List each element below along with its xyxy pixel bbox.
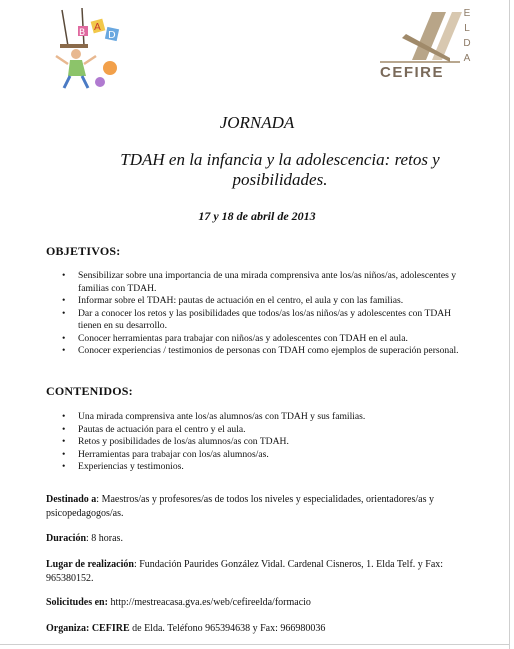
target-audience-label: Destinado a (46, 494, 97, 505)
elda-letter: A (463, 53, 471, 64)
bullet-icon: • (62, 448, 66, 460)
objective-text: Sensibilizar sobre una importancia de una mirada comprensiva ante los/as niños/as, adolescentes y familias con TDAH. (78, 270, 457, 294)
svg-text:B: B (79, 28, 86, 38)
page-edge-bottom (0, 644, 510, 645)
objective-text: Dar a conocer los retos y las posibilidades que todos/as los/as niños/as y adolescentes con TDAH tienen en su desarrollo. (78, 307, 452, 331)
bullet-icon: • (62, 307, 66, 319)
list-item (62, 345, 472, 358)
bullet-icon: • (62, 270, 66, 281)
objectives-heading: OBJETIVOS: (46, 244, 121, 258)
list-item (62, 461, 472, 474)
duration-value: : 8 horas. (86, 533, 123, 544)
organizer-name: CEFIRE (91, 623, 130, 634)
content-text: Pautas de actuación para el centro y el aula. (78, 423, 246, 435)
applications-label: Solicitudes en: (46, 597, 108, 608)
applications-url[interactable]: http://mestreacasa.gva.es/web/cefireelda/formacio (107, 597, 311, 608)
content-text: Retos y posibilidades de los/as alumnos/as con TDAH. (78, 436, 289, 447)
list-item (62, 449, 472, 462)
bullet-icon: • (62, 411, 66, 422)
elda-letter: E (463, 8, 471, 19)
event-title: TDAH en la infancia y la adolescencia: retos y posibilidades. (120, 150, 440, 189)
list-item (62, 295, 472, 308)
content-text: Experiencias y testimonios. (78, 461, 184, 472)
svg-text:A: A (94, 22, 101, 33)
duration-info (46, 532, 486, 546)
bullet-icon: • (62, 461, 66, 472)
bullet-icon: • (62, 436, 66, 447)
bullet-icon: • (62, 345, 66, 356)
contents-heading: CONTENIDOS: (46, 384, 133, 398)
objective-text: Conocer herramientas para trabajar con niños/as y adolescentes con TDAH en el aula. (78, 332, 408, 344)
venue-info (46, 558, 486, 585)
event-dates: 17 y 18 de abril de 2013 (198, 209, 316, 223)
elda-letter: L (464, 23, 470, 34)
elda-logo-text (462, 6, 472, 66)
contents-list (62, 411, 472, 474)
children-playing-logo-icon (48, 6, 130, 92)
list-item (62, 270, 472, 295)
list-item (62, 333, 472, 346)
event-kind-heading: JORNADA (219, 113, 295, 132)
target-audience-info (46, 493, 486, 520)
list-item (62, 308, 472, 333)
list-item (62, 436, 472, 449)
organizer-label: Organiza: (46, 623, 90, 634)
content-text: Herramientas para trabajar con los/as alumnos/as. (78, 448, 269, 460)
organizer-info (46, 622, 486, 636)
content-text: Una mirada comprensiva ante los/as alumnos/as con TDAH y sus familias. (78, 411, 366, 422)
elda-letter: D (463, 38, 471, 49)
bullet-icon: • (62, 423, 66, 435)
objectives-list (62, 270, 472, 358)
cefire-logo-text: CEFIRE (380, 64, 445, 81)
list-item (62, 411, 472, 424)
venue-label: Lugar de realización (46, 559, 134, 570)
objective-text: Informar sobre el TDAH: pautas de actuación en el centro, el aula y con las familias. (78, 295, 404, 306)
list-item (62, 424, 472, 437)
applications-info (46, 596, 486, 610)
page-edge-right (509, 0, 510, 649)
bullet-icon: • (62, 295, 66, 306)
venue-value: : Fundación Paurides González Vidal. Cardenal Cisneros, 1. Elda Telf. y Fax: 965380152. (46, 559, 444, 584)
target-audience-value: : Maestros/as y profesores/as de todos los niveles y especialidades, orientadores/as y psicopedagogos/as. (46, 494, 434, 519)
svg-text:D: D (108, 30, 116, 41)
objective-text: Conocer experiencias / testimonios de personas con TDAH como ejemplos de superación personal. (78, 345, 459, 356)
organizer-contact: de Elda. Teléfono 965394638 y Fax: 966980036 (129, 623, 326, 634)
bullet-icon: • (62, 332, 66, 344)
duration-label: Duración (46, 533, 86, 544)
